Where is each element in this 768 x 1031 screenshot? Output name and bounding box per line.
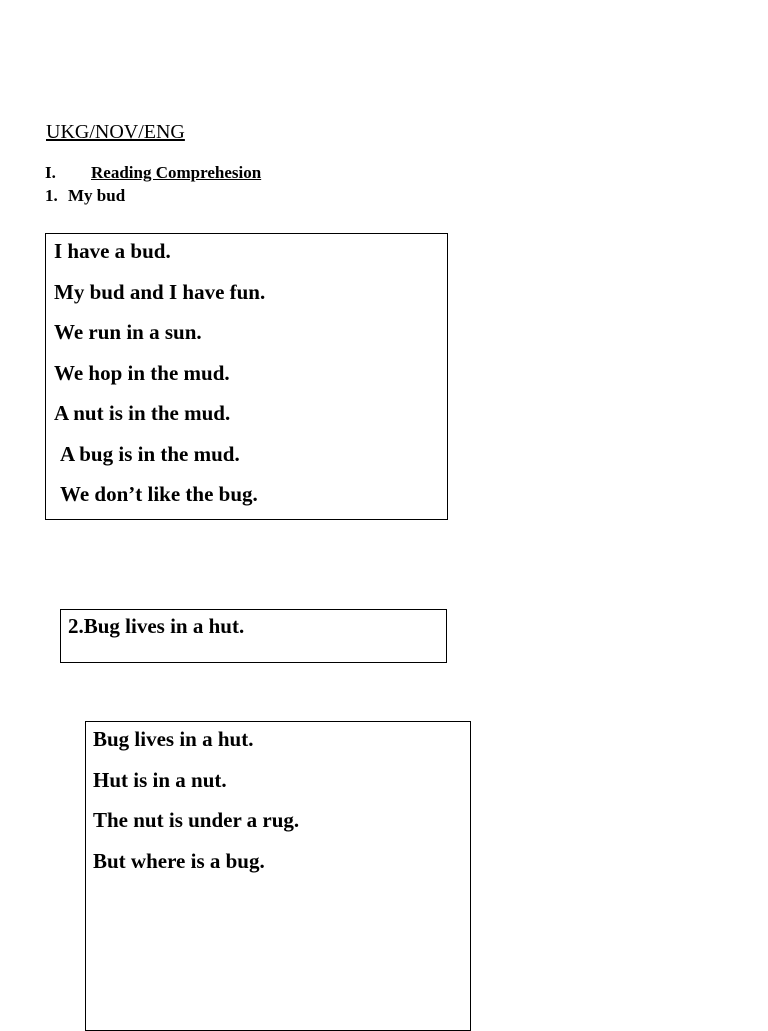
passage-1-heading: [45, 186, 125, 206]
passage-1-line: We run in a sun.: [54, 320, 202, 344]
document-code: UKG/NOV/ENG: [46, 121, 185, 143]
passage-1-line: We don’t like the bug.: [60, 482, 258, 506]
passage-2-line: The nut is under a rug.: [93, 808, 300, 832]
passage-1-line: A nut is in the mud.: [54, 401, 231, 425]
passage-1-line: My bud and I have fun.: [54, 280, 266, 304]
passage-2-title: 2.Bug lives in a hut.: [68, 614, 245, 638]
passage-2-line: Hut is in a nut.: [93, 768, 227, 792]
passage-1-line: We hop in the mud.: [54, 361, 230, 385]
section-heading: [45, 163, 261, 183]
passage-1-number: 1.: [45, 186, 58, 205]
passage-1-line: I have a bud.: [54, 239, 171, 263]
section-number: I.: [45, 163, 56, 182]
passage-2-line: Bug lives in a hut.: [93, 727, 254, 751]
section-title: Reading Comprehesion: [91, 163, 262, 182]
passage-2-line: But where is a bug.: [93, 849, 265, 873]
passage-1-title: My bud: [68, 186, 126, 205]
passage-1-line: A bug is in the mud.: [60, 442, 240, 466]
